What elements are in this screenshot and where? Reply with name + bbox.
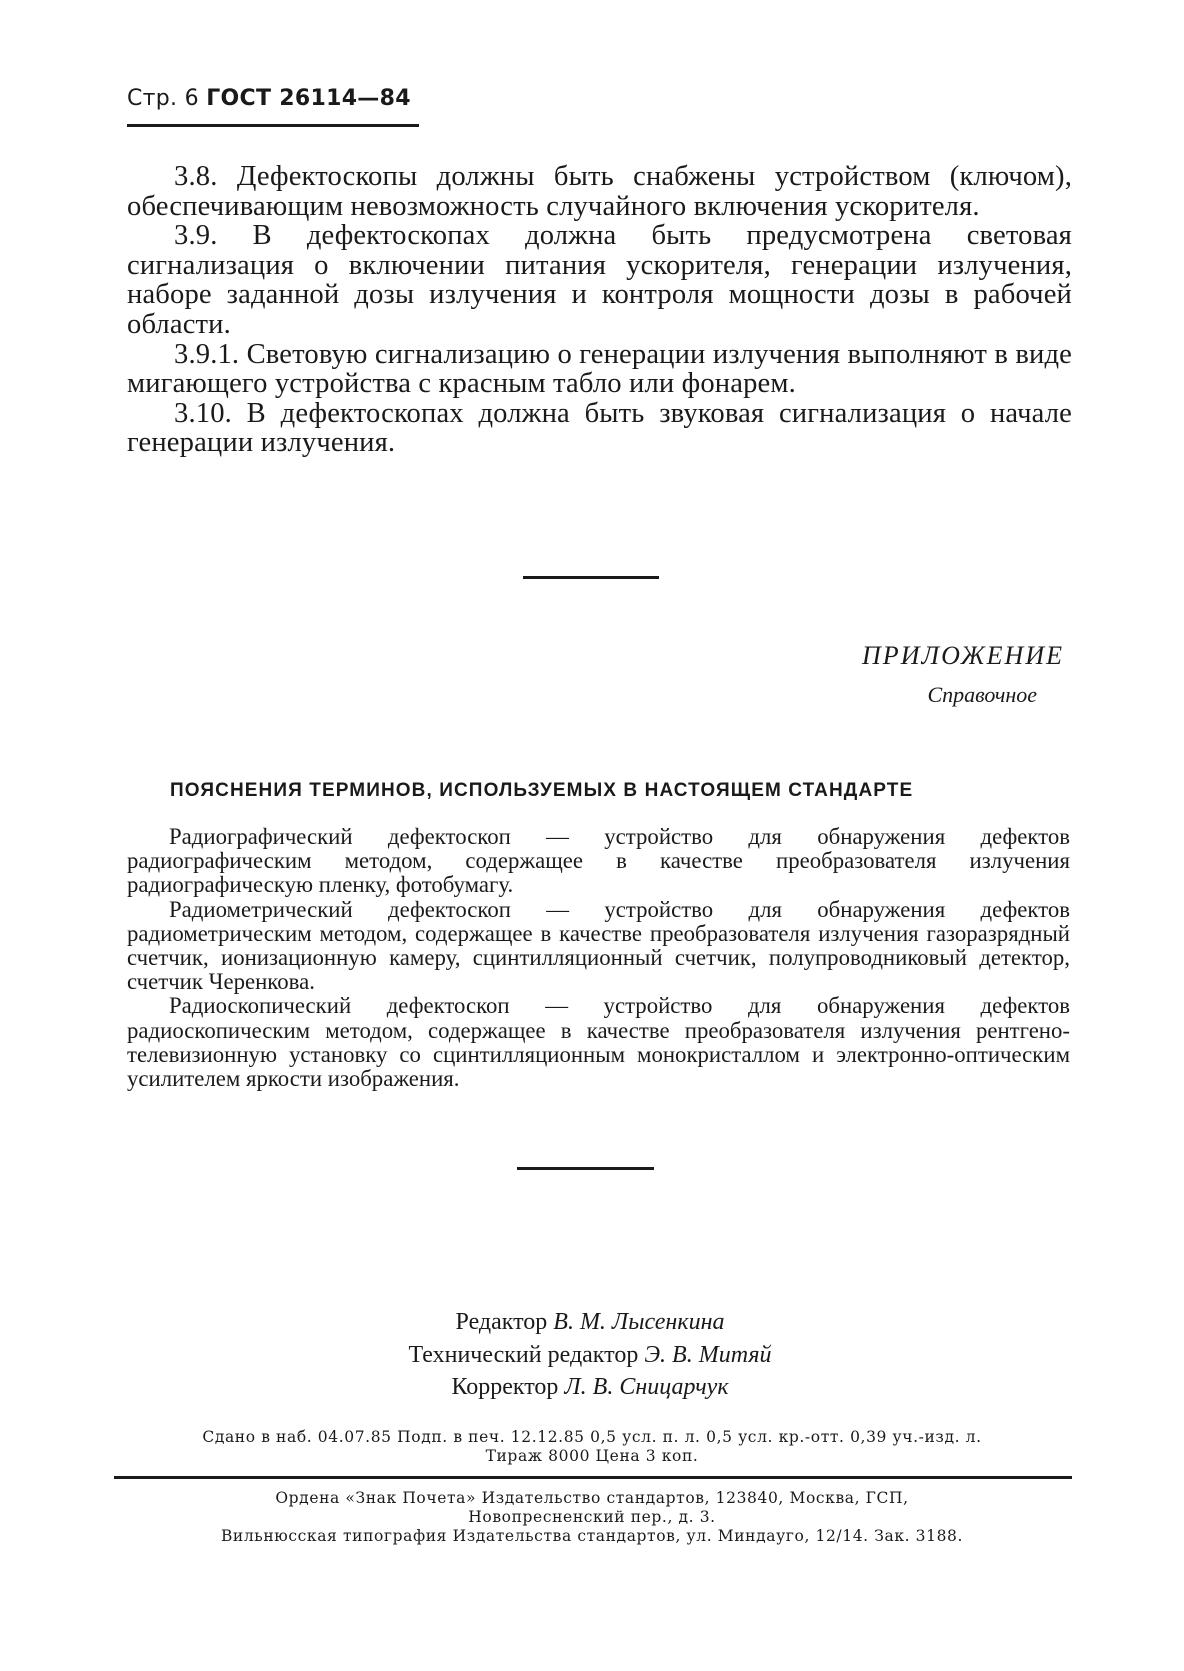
clause-3-8: 3.8. Дефектоскопы должны быть снабжены устройством (ключом), обеспечивающим невозможность случайного включения ускорителя. [127, 161, 1072, 222]
terms-heading: ПОЯСНЕНИЯ ТЕРМИНОВ, ИСПОЛЬЗУЕМЫХ В НАСТОЯЩЕМ СТАНДАРТЕ [170, 780, 914, 801]
credit-name: Л. В. Сницарчук [564, 1374, 729, 1400]
running-header [127, 86, 411, 111]
print-details [112, 1428, 1072, 1466]
publisher-line: Ордена «Знак Почета» Издательство стандартов, 123840, Москва, ГСП, [275, 1489, 909, 1507]
credit-tech-editor [300, 1339, 880, 1372]
credit-role: Технический редактор [408, 1341, 639, 1368]
printing-house: Вильнюсская типография Издательства стандартов, ул. Миндауго, 12/14. Зак. 3188. [220, 1527, 964, 1545]
credit-role: Корректор [451, 1374, 559, 1400]
appendix-subtitle: Справочное [927, 682, 1037, 707]
credit-editor [300, 1306, 880, 1339]
standard-number: ГОСТ 26114—84 [206, 86, 411, 111]
page-number: Стр. 6 [127, 86, 199, 111]
clause-3-10: 3.10. В дефектоскопах должна быть звуковая сигнализация о начале генерации излучения. [127, 397, 1072, 459]
section-separator [517, 1167, 654, 1170]
header-rule [127, 124, 419, 127]
requirements-clauses [127, 162, 1072, 458]
publisher-details [112, 1489, 1072, 1546]
term-radiographic: Радиографический дефектоскоп — устройство для обнаружения дефектов радиографическим методом, содержащее в качестве преобразователя излучения радиографическую пленку, фотобумагу. [127, 824, 1070, 898]
clause-3-9-1: 3.9.1. Световую сигнализацию о генерации излучения выполняют в виде мигающего устройства с красным табло или фонарем. [127, 338, 1072, 400]
credit-name: Э. В. Митяй [644, 1341, 772, 1368]
credit-name: В. М. Лысенкина [553, 1309, 725, 1335]
appendix-title: ПРИЛОЖЕНИЕ [862, 641, 1064, 670]
term-radiometric: Радиометрический дефектоскоп — устройство для обнаружения дефектов радиометрическим методом, содержащее в качестве преобразователя излучения газоразрядный счетчик, ионизационную камеру, сцинтилляционный счетчик, полупроводниковый детектор, счетчик Черенкова. [127, 896, 1070, 995]
credit-corrector [300, 1371, 880, 1404]
credit-role: Редактор [455, 1309, 548, 1335]
print-dates: Сдано в наб. 04.07.85 Подп. в печ. 12.12.85 0,5 усл. п. л. 0,5 усл. кр.-отт. 0,39 уч.-изд. л. [202, 1428, 982, 1446]
imprint-rule [114, 1476, 1072, 1479]
term-radioscopic: Радиоскопический дефектоскоп — устройство для обнаружения дефектов радиоскопическим методом, содержащее в качестве преобразователя излучения рентгено-телевизионную установку со сцинтилляционным монокристаллом и электронно-оптическим усилителем яркости изображения. [127, 993, 1070, 1092]
print-run-price: Тираж 8000 Цена 3 коп. [485, 1447, 699, 1465]
editorial-credits [300, 1306, 880, 1404]
clause-3-9: 3.9. В дефектоскопах должна быть предусмотрена световая сигнализация о включении питания ускорителя, генерации излучения, наборе заданной дозы излучения и контроля мощности дозы в рабочей области. [127, 220, 1072, 340]
publisher-address: Новопресненский пер., д. 3. [468, 1508, 716, 1526]
terms-list [127, 825, 1070, 1091]
section-separator [523, 576, 659, 579]
